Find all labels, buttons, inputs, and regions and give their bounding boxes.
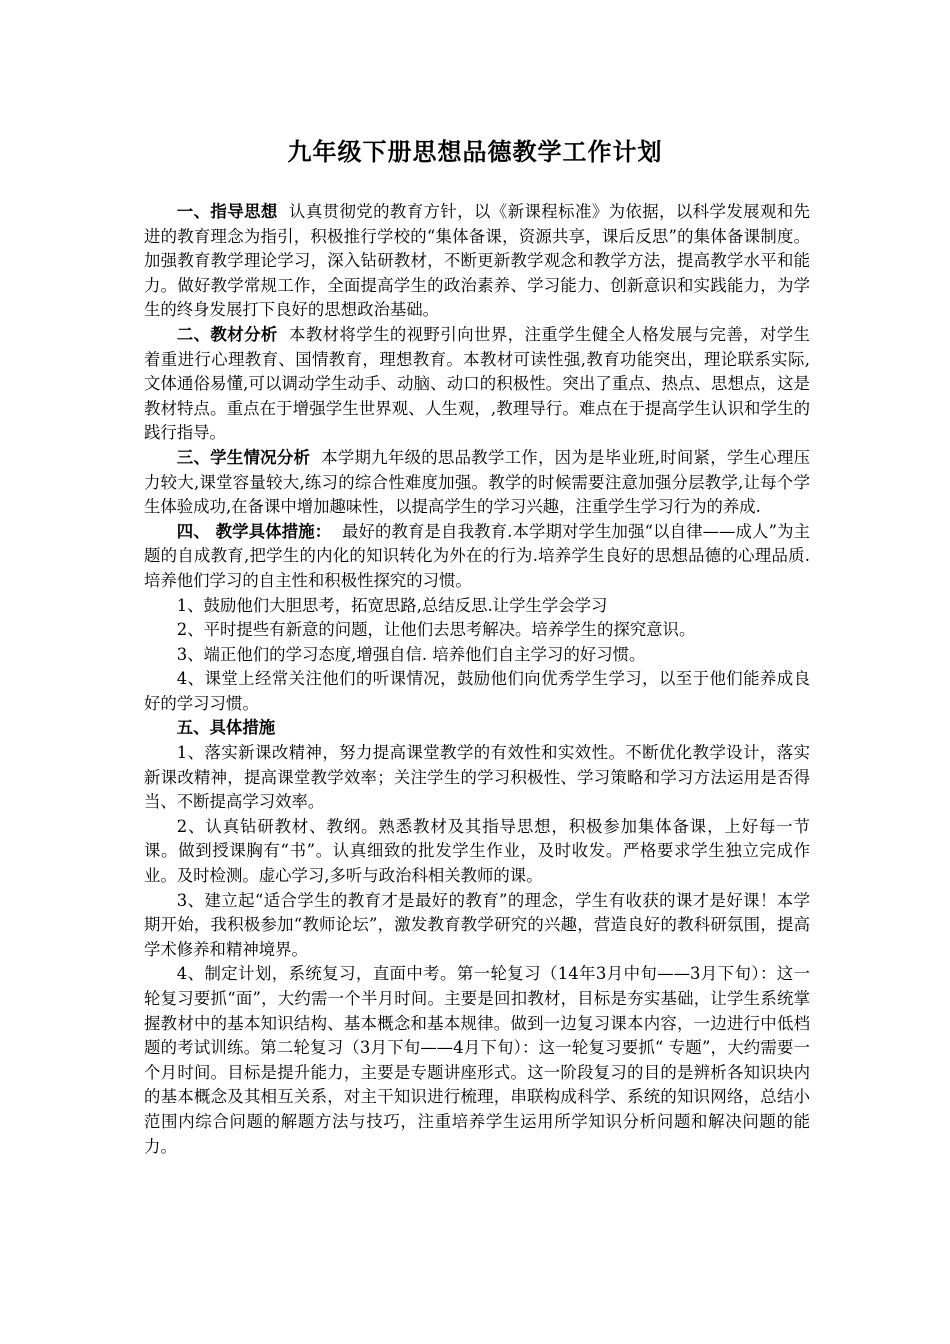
list-item bbox=[144, 962, 810, 1159]
list-item bbox=[144, 815, 810, 889]
paragraph-text: 最好的教育是自我教育.本学期对学生加强“以自律——成人”为主题的自成教育,把学生的内化的知识转化为外在的行为.培养学生良好的思想品德的心理品质.培养他们学习的自主性和积极性探究的习惯。 bbox=[144, 521, 810, 590]
paragraph-teaching-measures bbox=[144, 520, 810, 594]
paragraph-text: 3、端正他们的学习态度,增强自信. 培养他们自主学习的好习惯。 bbox=[176, 644, 646, 664]
section-heading: 一、指导思想 bbox=[176, 202, 278, 221]
paragraph-text: 本学期九年级的思品教学工作，因为是毕业班,时间紧，学生心理压力较大,课堂容量较大,练习的综合性难度加强。教学的时候需要注意加强分层教学,让每个学生体验成功,在备课中增加趣味性，以提高学生的学习兴趣，注重学生学习行为的养成. bbox=[144, 447, 811, 517]
paragraph-text: 1、落实新课改精神，努力提高课堂教学的有效性和实效性。不断优化教学设计，落实新课改精神，提高课堂教学效率；关注学生的学习积极性、学习策略和学习方法运用是否得当、不断提高学习效率。 bbox=[144, 743, 810, 812]
section-heading: 四、 教学具体措施： bbox=[176, 521, 332, 541]
paragraph-text: 1、鼓励他们大胆思考，拓宽思路,总结反思.让学生学会学习 bbox=[176, 595, 608, 615]
paragraph-text: 2、认真钻研教材、教纲。熟悉教材及其指导思想，积极参加集体备课，上好每一节课。做到授课胸有“书”。认真细致的批发学生作业，及时收发。严格要求学生独立完成作业。及时检测。虚心学习,多听与政治科相关教师的课。 bbox=[144, 816, 810, 886]
paragraph-textbook-analysis bbox=[144, 323, 810, 446]
section-heading: 五、具体措施 bbox=[176, 718, 276, 738]
list-item bbox=[144, 741, 810, 815]
list-item bbox=[144, 889, 810, 963]
paragraph-text: 认真贯彻党的教育方针，以《新课程标准》为依据，以科学发展观和先进的教育理念为指引，积极推行学校的“集体备课，资源共享，课后反思”的集体备课制度。加强教育教学理论学习，深入钻研教材，不断更新教学观念和教学方法，提高教学水平和能力。做好教学常规工作，全面提高学生的政治素养、学习能力、创新意识和实践能力，为学生的终身发展打下良好的思想政治基础。 bbox=[144, 202, 810, 320]
paragraph-specific-measures-heading bbox=[144, 716, 810, 741]
list-item bbox=[144, 667, 810, 716]
paragraph-text: 3、建立起“适合学生的教育才是最好的教育”的理念，学生有收获的课才是好课！本学期开始，我积极参加“教师论坛”，激发教育教学研究的兴趣，营造良好的教科研氛围，提高学术修养和精神境界。 bbox=[144, 890, 810, 959]
paragraph-text: 本教材将学生的视野引向世界，注重学生健全人格发展与完善，对学生着重进行心理教育、国情教育，理想教育。本教材可读性强,教育功能突出，理论联系实际,文体通俗易懂,可以调动学生动手、动脑、动口的积极性。突出了重点、热点、思想点，这是教材特点。重点在于增强学生世界观、人生观，,教理导行。难点在于提高学生认识和学生的践行指导。 bbox=[144, 324, 810, 443]
paragraph-text: 4、制定计划，系统复习，直面中考。第一轮复习（14年3月中旬——3月下旬）：这一轮复习要抓“面”，大约需一个半月时间。主要是回扣教材，目标是夯实基础，让学生系统掌握教材中的基本知识结构、基本概念和基本规律。做到一边复习课本内容，一边进行中低档题的考试训练。第二轮复习（3月下旬——4月下旬）：这一轮复习要抓“ 专题”，大约需要一个月时间。目标是提升能力，主要是专题讲座形式。这一阶段复习的目的是辨析各知识块内的基本概念及其相互关系，对主干知识进行梳理，串联构成科学、系统的知识网络，总结小范围内综合问题的解题方法与技巧，注重培养学生运用所学知识分析问题和解决问题的能力。 bbox=[144, 964, 810, 1156]
paragraph-guiding-ideology bbox=[144, 200, 810, 323]
paragraph-student-analysis bbox=[144, 446, 810, 520]
document-title: 九年级下册思想品德教学工作计划 bbox=[287, 137, 663, 166]
section-heading: 三、学生情况分析 bbox=[176, 447, 311, 467]
section-heading: 二、教材分析 bbox=[176, 324, 278, 344]
list-item bbox=[144, 618, 810, 643]
paragraph-text: 2、平时提些有新意的问题，让他们去思考解决。培养学生的探究意识。 bbox=[176, 620, 696, 640]
list-item bbox=[144, 594, 810, 619]
document-body bbox=[144, 200, 810, 1159]
list-item bbox=[144, 643, 810, 668]
paragraph-text: 4、课堂上经常关注他们的听课情况，鼓励他们向优秀学生学习，以至于他们能养成良好的学习习惯。 bbox=[144, 669, 810, 713]
